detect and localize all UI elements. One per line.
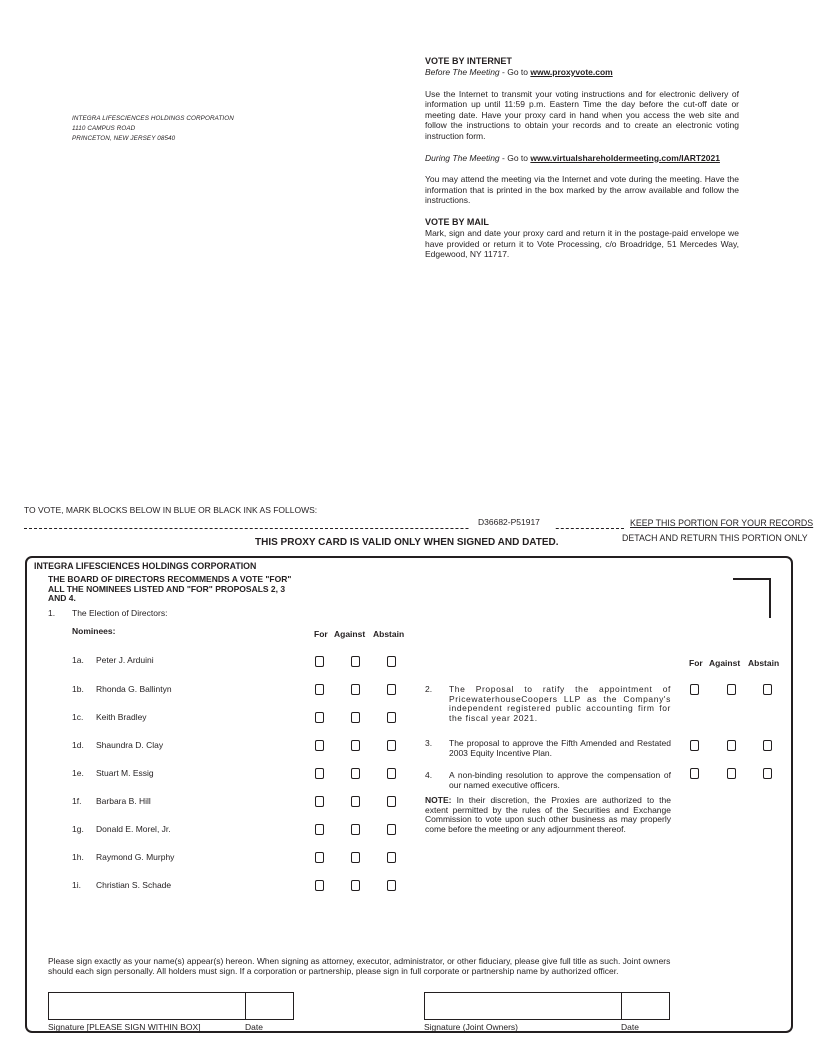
card-company-name: INTEGRA LIFESCIENCES HOLDINGS CORPORATION (34, 561, 257, 571)
proposal-3-for-checkbox[interactable] (690, 740, 699, 751)
col-header-abstain: Abstain (373, 629, 405, 639)
prop-col-header-abstain: Abstain (748, 658, 780, 668)
nominee-1f-against-checkbox[interactable] (351, 796, 360, 807)
nominee-1i-against-checkbox[interactable] (351, 880, 360, 891)
before-meeting-lead: Before The Meeting (425, 67, 500, 77)
nominee-1i-abstain-checkbox[interactable] (387, 880, 396, 891)
proposal-number: 3. (425, 738, 433, 748)
signature-label: Signature [PLEASE SIGN WITHIN BOX] (48, 1022, 201, 1032)
nominee-name: Barbara B. Hill (96, 796, 151, 806)
nominee-1i-for-checkbox[interactable] (315, 880, 324, 891)
proposal-2-for-checkbox[interactable] (690, 684, 699, 695)
proposal-4-for-checkbox[interactable] (690, 768, 699, 779)
nominee-name: Rhonda G. Ballintyn (96, 684, 172, 694)
election-item (48, 608, 167, 618)
return-address (72, 114, 234, 144)
note-text: In their discretion, the Proxies are authorized to the extent permitted by the rules of the Securities and Exchange Commission to vote upon such other business as may properly come before the meeting or any adjournment thereof. (425, 795, 671, 834)
before-goto: - Go to (499, 67, 531, 77)
vote-by-internet-heading: VOTE BY INTERNET (425, 56, 512, 66)
nominee-1g-for-checkbox[interactable] (315, 824, 324, 835)
nominee-code: 1c. (72, 712, 84, 722)
control-number: D36682-P51917 (478, 517, 540, 527)
valid-notice: THIS PROXY CARD IS VALID ONLY WHEN SIGNED AND DATED. (255, 537, 559, 548)
nominee-1a-abstain-checkbox[interactable] (387, 656, 396, 667)
nominee-row (72, 684, 172, 694)
nominee-1f-abstain-checkbox[interactable] (387, 796, 396, 807)
mark-instruction: TO VOTE, MARK BLOCKS BELOW IN BLUE OR BLACK INK AS FOLLOWS: (24, 505, 318, 515)
prop-col-header-against: Against (709, 658, 741, 668)
note-label: NOTE: (425, 795, 452, 805)
proposal-4-abstain-checkbox[interactable] (763, 768, 772, 779)
nominee-code: 1h. (72, 852, 84, 862)
nominee-1e-against-checkbox[interactable] (351, 768, 360, 779)
nominee-row (72, 796, 151, 806)
before-meeting-line (425, 67, 739, 78)
nominee-code: 1g. (72, 824, 84, 834)
detach-return-label: DETACH AND RETURN THIS PORTION ONLY (622, 533, 808, 543)
nominee-row (72, 655, 154, 665)
proposal-3-abstain-checkbox[interactable] (763, 740, 772, 751)
nominee-1g-abstain-checkbox[interactable] (387, 824, 396, 835)
nominee-name: Christian S. Schade (96, 880, 172, 890)
proposal-number: 2. (425, 684, 433, 694)
nominee-1c-against-checkbox[interactable] (351, 712, 360, 723)
address-line-3: PRINCETON, NEW JERSEY 08540 (72, 135, 176, 142)
during-body: You may attend the meeting via the Internet and vote during the meeting. Have the information that is printed in the box marked by the arrow available and follow the instructions. (425, 174, 739, 206)
nominee-row (72, 880, 171, 890)
nominee-name: Shaundra D. Clay (96, 740, 164, 750)
proposal-4-against-checkbox[interactable] (727, 768, 736, 779)
nominee-row (72, 712, 147, 722)
date-label: Date (245, 1022, 263, 1032)
during-goto: - Go to (499, 152, 531, 163)
voting-instructions (425, 56, 739, 260)
address-line-2: 1110 CAMPUS ROAD (72, 125, 136, 132)
nominee-1e-abstain-checkbox[interactable] (387, 768, 396, 779)
nominee-1d-against-checkbox[interactable] (351, 740, 360, 751)
nominee-code: 1f. (72, 796, 82, 806)
nominee-1d-for-checkbox[interactable] (315, 740, 324, 751)
arrow-corner-mark (733, 578, 771, 618)
nominee-code: 1a. (72, 655, 84, 665)
address-line-1: INTEGRA LIFESCIENCES HOLDINGS CORPORATION (72, 115, 234, 122)
col-header-against: Against (334, 629, 366, 639)
prop-col-header-for: For (689, 658, 703, 668)
election-number: 1. (48, 608, 56, 618)
nominee-row (72, 824, 171, 834)
proposal-2 (425, 685, 671, 723)
nominee-row (72, 768, 154, 778)
nominee-name: Peter J. Arduini (96, 655, 154, 665)
virtual-meeting-link[interactable]: www.virtualshareholdermeeting.com/IART2021 (530, 152, 720, 163)
nominee-1h-abstain-checkbox[interactable] (387, 852, 396, 863)
proxy-note (425, 796, 671, 834)
nominees-heading: Nominees: (72, 626, 116, 636)
nominee-1h-against-checkbox[interactable] (351, 852, 360, 863)
signature-box[interactable] (48, 992, 246, 1020)
joint-signature-label: Signature (Joint Owners) (424, 1022, 519, 1032)
nominee-1b-for-checkbox[interactable] (315, 684, 324, 695)
nominee-1a-for-checkbox[interactable] (315, 656, 324, 667)
date-box[interactable] (245, 992, 294, 1020)
joint-signature-box[interactable] (424, 992, 622, 1020)
nominee-code: 1i. (72, 880, 81, 890)
nominee-name: Donald E. Morel, Jr. (96, 824, 171, 834)
nominee-1a-against-checkbox[interactable] (351, 656, 360, 667)
proposal-4 (425, 771, 671, 790)
during-meeting-line (425, 153, 739, 164)
internet-body: Use the Internet to transmit your voting instructions and for electronic delivery of information up until 11:59 p.m. Eastern Time the day before the cut-off date or meeting date. Have your proxy card in hand when you access the web site and follow the instructions to obtain your records and to create an electronic voting instruction form. (425, 88, 739, 141)
nominee-1g-against-checkbox[interactable] (351, 824, 360, 835)
board-recommendation: THE BOARD OF DIRECTORS RECOMMENDS A VOTE "FOR" ALL THE NOMINEES LISTED AND "FOR" PROPOSALS 2, 3 AND 4. (48, 574, 292, 604)
nominee-code: 1e. (72, 768, 84, 778)
nominee-name: Stuart M. Essig (96, 768, 154, 778)
nominee-row (72, 740, 163, 750)
joint-date-box[interactable] (621, 992, 670, 1020)
nominee-1c-abstain-checkbox[interactable] (387, 712, 396, 723)
nominee-row (72, 852, 174, 862)
nominee-code: 1d. (72, 740, 84, 750)
vote-by-mail-heading: VOTE BY MAIL (425, 216, 489, 227)
proposal-3 (425, 739, 671, 758)
proposal-2-abstain-checkbox[interactable] (763, 684, 772, 695)
proposal-text: The Proposal to ratify the appointment of PricewaterhouseCoopers LLP as the Company's independent registered public accounting firm for the fiscal year 2021. (449, 684, 671, 723)
nominee-code: 1b. (72, 684, 84, 694)
nominee-1d-abstain-checkbox[interactable] (387, 740, 396, 751)
proposal-3-against-checkbox[interactable] (727, 740, 736, 751)
col-header-for: For (314, 629, 328, 639)
mail-body: Mark, sign and date your proxy card and return it in the postage-paid envelope we have provided or return it to Vote Processing, c/o Broadridge, 51 Mercedes Way, Edgewood, NY 11717. (425, 227, 739, 260)
nominee-1f-for-checkbox[interactable] (315, 796, 324, 807)
nominee-name: Keith Bradley (96, 712, 147, 722)
nominee-1c-for-checkbox[interactable] (315, 712, 324, 723)
nominee-name: Raymond G. Murphy (96, 852, 175, 862)
during-meeting-lead: During The Meeting (425, 152, 500, 163)
election-label: The Election of Directors: (72, 608, 168, 618)
nominee-1b-against-checkbox[interactable] (351, 684, 360, 695)
sign-instructions: Please sign exactly as your name(s) appear(s) hereon. When signing as attorney, executor, administrator, or other fiduciary, please give full title as such. Joint owners should each sign personally. All holders must sign. If a corporation or partnership, please sign in full corporate or partnership name by authorized officer. (48, 956, 671, 976)
proposal-text: A non-binding resolution to approve the compensation of our named executive officers. (449, 770, 671, 790)
proposal-text: The proposal to approve the Fifth Amended and Restated 2003 Equity Incentive Plan. (449, 738, 671, 758)
proxyvote-link[interactable]: www.proxyvote.com (530, 67, 613, 77)
proposal-2-against-checkbox[interactable] (727, 684, 736, 695)
nominee-1b-abstain-checkbox[interactable] (387, 684, 396, 695)
nominee-1h-for-checkbox[interactable] (315, 852, 324, 863)
joint-date-label: Date (621, 1022, 639, 1032)
nominee-1e-for-checkbox[interactable] (315, 768, 324, 779)
proposal-number: 4. (425, 770, 433, 780)
keep-portion-label: KEEP THIS PORTION FOR YOUR RECORDS (630, 518, 814, 528)
